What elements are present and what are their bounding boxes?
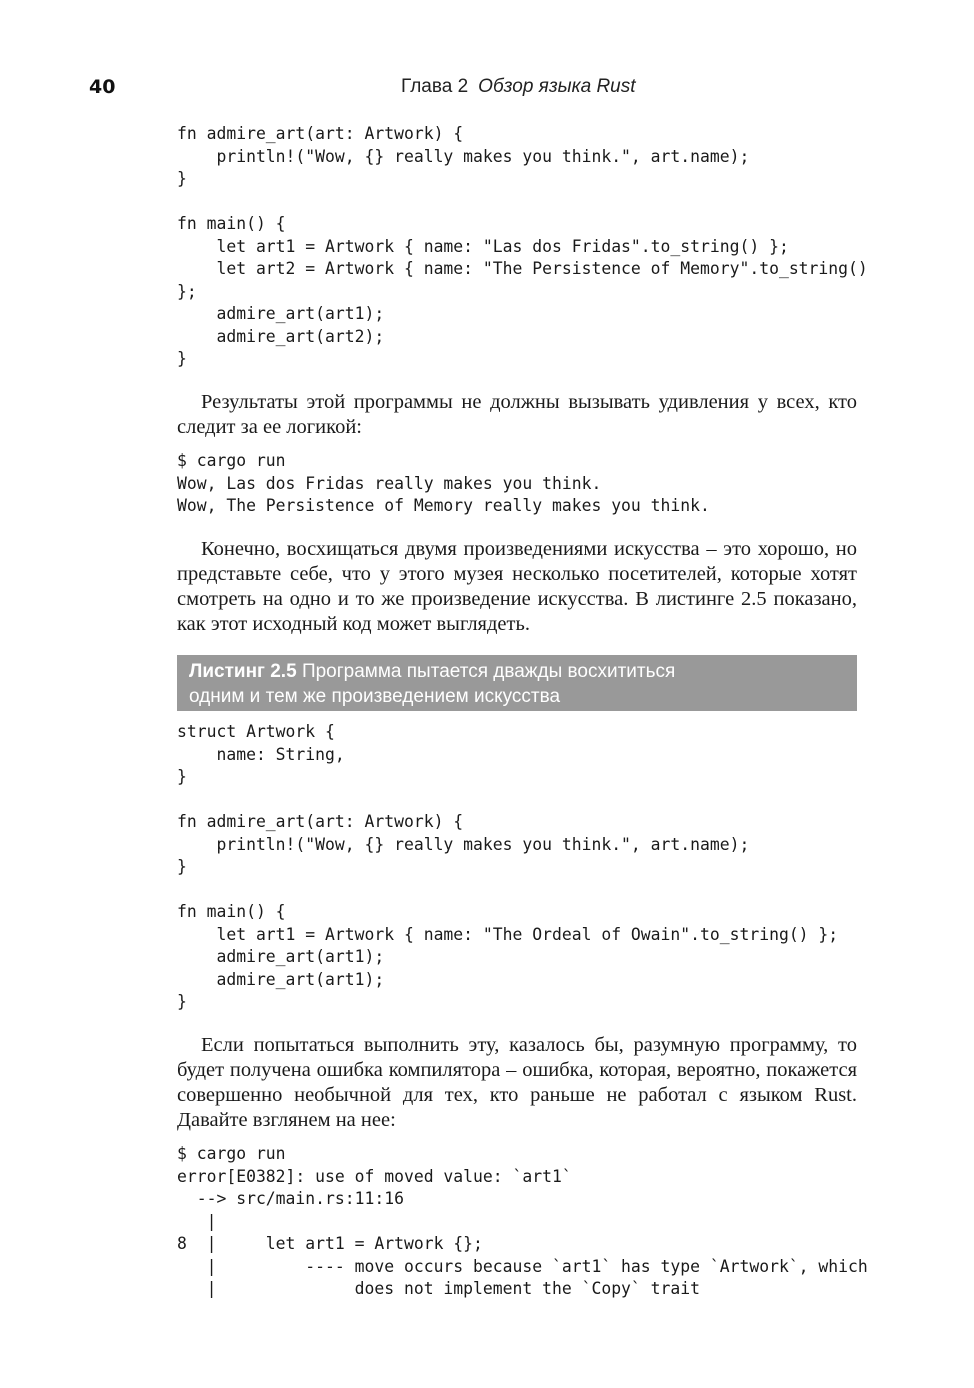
- code-line: let art1 = Artwork { name: "The Ordeal of Owain".to_string() };: [177, 924, 839, 944]
- code-line: let art1 = Artwork { name: "Las dos Fridas".to_string() };: [177, 236, 789, 256]
- code-line: }: [177, 169, 187, 188]
- code-line: | ---- move occurs because `art1` has type `Artwork`, which: [177, 1256, 868, 1276]
- code-line: }: [177, 767, 187, 786]
- listing-caption-line-1: [189, 659, 845, 684]
- code-line: [177, 789, 838, 812]
- code-line: $ cargo run: [177, 1144, 286, 1163]
- chapter-label: Глава 2: [401, 76, 469, 97]
- code-line: [177, 191, 868, 214]
- page-number: 40: [89, 76, 116, 98]
- code-line: }: [177, 349, 187, 368]
- code-line: admire_art(art1);: [177, 947, 385, 966]
- listing-caption: [177, 655, 857, 711]
- running-header: [401, 76, 636, 98]
- paragraph-1: Результаты этой программы не должны вызывать удивления у всех, кто следит за ее логикой:: [177, 391, 857, 438]
- code-line: };: [177, 281, 197, 301]
- code-line: name: String,: [177, 744, 345, 764]
- code-line: $ cargo run: [177, 451, 286, 470]
- listing-caption-text: Программа пытается дважды восхититься: [301, 661, 676, 682]
- code-line: |: [177, 1211, 217, 1231]
- code-line: Wow, The Persistence of Memory really makes you think.: [177, 496, 710, 515]
- code-line: println!("Wow, {} really makes you think.", art.name);: [177, 834, 750, 854]
- code-line: admire_art(art1);: [177, 304, 385, 323]
- code-line: }: [177, 857, 187, 876]
- code-line: admire_art(art2);: [177, 326, 385, 346]
- output-block-2: [177, 1143, 868, 1301]
- code-line: fn admire_art(art: Artwork) {: [177, 124, 464, 143]
- code-line: println!("Wow, {} really makes you think.", art.name);: [177, 146, 750, 166]
- code-line: fn main() {: [177, 902, 286, 921]
- code-block-2: [177, 721, 838, 1014]
- code-line: --> src/main.rs:11:16: [177, 1189, 404, 1208]
- output-block-1: [177, 450, 710, 518]
- code-line: }: [177, 992, 187, 1011]
- listing-caption-line-2: одним и тем же произведением искусства: [189, 686, 561, 707]
- code-line: let art2 = Artwork { name: "The Persistence of Memory".to_string(): [177, 259, 868, 278]
- code-line: struct Artwork {: [177, 722, 335, 741]
- code-line: [177, 879, 838, 902]
- code-line: fn admire_art(art: Artwork) {: [177, 812, 464, 831]
- code-line: admire_art(art1);: [177, 969, 385, 989]
- code-line: fn main() {: [177, 214, 286, 233]
- chapter-title: Обзор языка Rust: [478, 76, 636, 97]
- paragraph-2: Конечно, восхищаться двумя произведениями искусства – это хорошо, но представьте себе, что у этого музея несколько посетителей, которые хотят смотреть на одно и то же произведение искусства. В листинге 2.5 показано, как этот исходный код может выглядеть.: [177, 538, 857, 635]
- paragraph-3: Если попытаться выполнить эту, казалось бы, разумную программу, то будет получена ошибка компилятора – ошибка, которая, вероятно, покажется совершенно необычной для тех, кто раньше не работал с языком Rust. Давайте взглянем на нее:: [177, 1034, 857, 1131]
- code-line: 8 | let art1 = Artwork {};: [177, 1234, 483, 1253]
- code-line: | does not implement the `Copy` trait: [177, 1279, 701, 1298]
- code-block-1: [177, 123, 868, 371]
- listing-label: Листинг 2.5: [189, 661, 297, 682]
- code-line: Wow, Las dos Fridas really makes you think.: [177, 473, 602, 493]
- code-line: error[E0382]: use of moved value: `art1`: [177, 1166, 572, 1186]
